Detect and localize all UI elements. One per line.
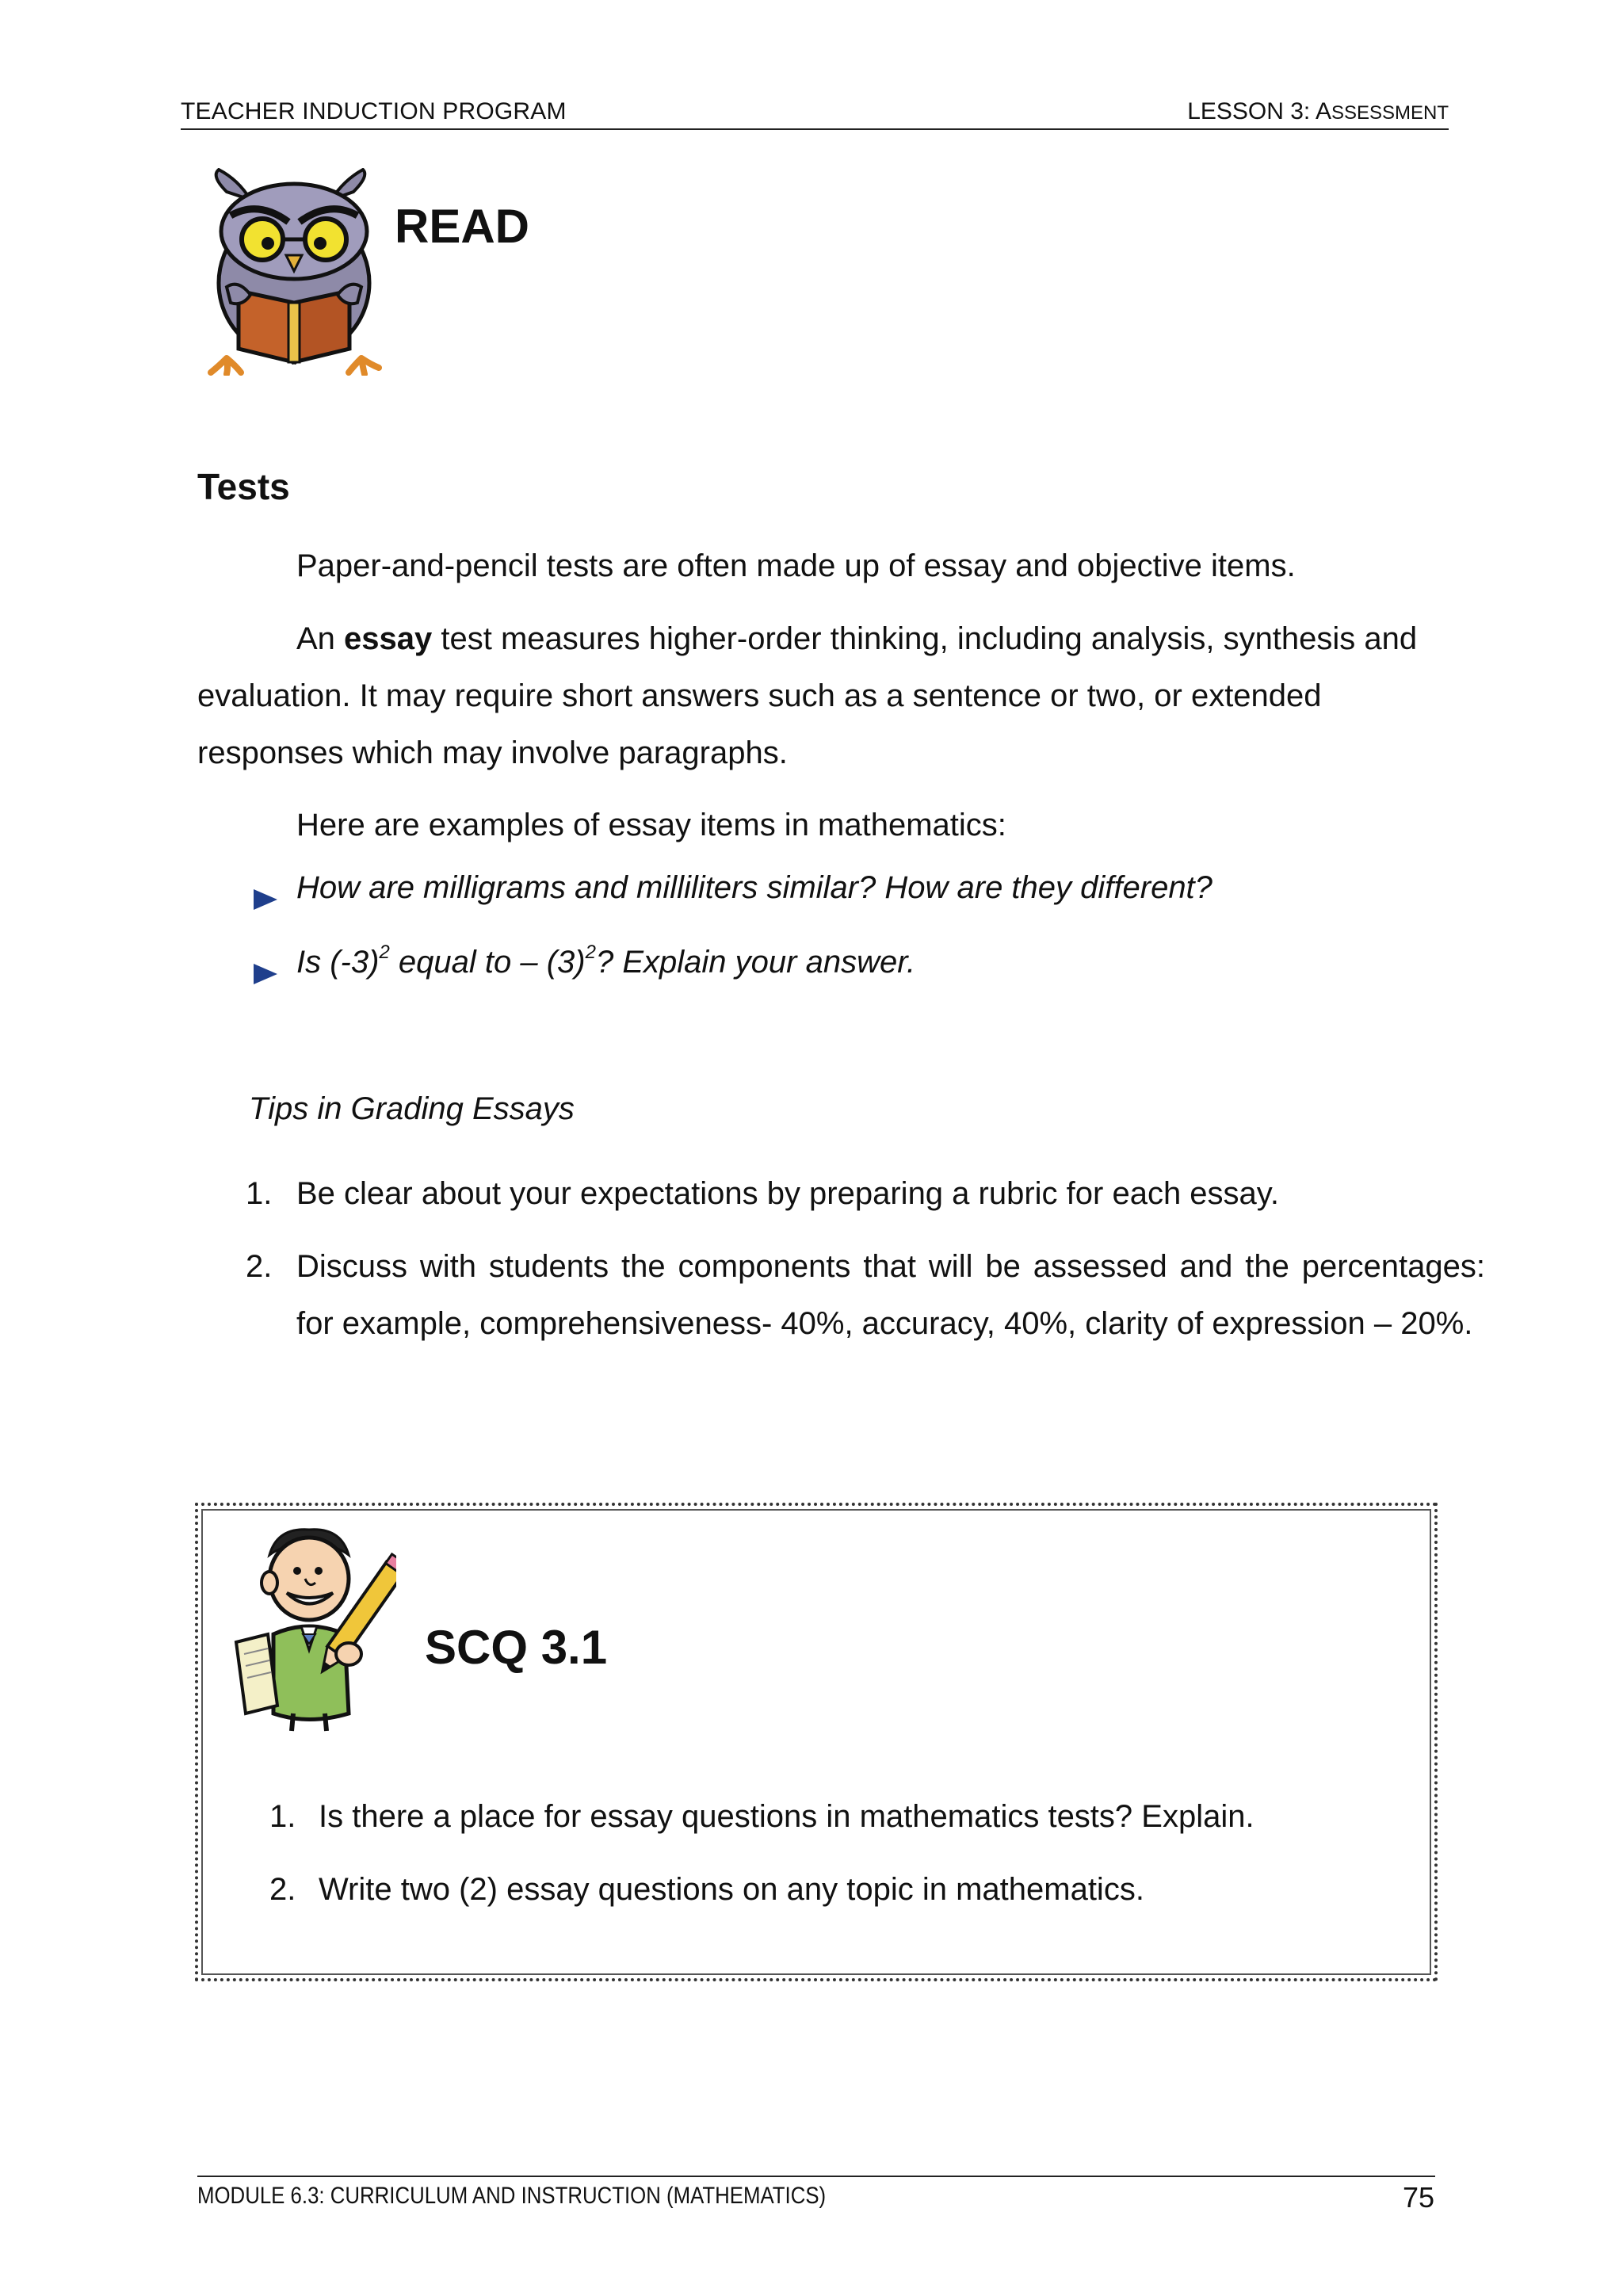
bullet-text — [296, 942, 916, 980]
footer-module-title: MODULE 6.3: CURRICULUM AND INSTRUCTION (MATHEMATICS) — [197, 2183, 827, 2209]
header-lesson-prefix: LESSON 3: A — [1187, 98, 1331, 124]
section-title: Tests — [197, 466, 290, 507]
cartoon-man-with-pencil-icon — [230, 1523, 396, 1733]
bullet-text: How are milligrams and milliliters similar? How are they different? — [296, 870, 1212, 905]
header-program-title: TEACHER INDUCTION PROGRAM — [181, 98, 567, 124]
scq-title: SCQ 3.1 — [425, 1621, 608, 1674]
paragraph-essay-rest: test measures higher-order thinking, including analysis, synthesis and evaluation. It may require short answers such as a sentence or two, or extended responses which may involve paragraphs. — [197, 621, 1418, 770]
footer-rule — [197, 2176, 1435, 2177]
scq-question-text: Is there a place for essay questions in mathematics tests? Explain. — [319, 1799, 1254, 1834]
tips-title: Tips in Grading Essays — [249, 1091, 575, 1126]
paragraph-examples-lead: Here are examples of essay items in mathematics: — [296, 808, 1006, 842]
bullet-text-part: ? Explain your answer. — [595, 945, 916, 980]
paragraph-essay-lead: An — [296, 621, 345, 656]
page-number: 75 — [1403, 2181, 1435, 2214]
tip-number: 2. — [246, 1249, 273, 1284]
tip-text: Be clear about your expectations by preparing a rubric for each essay. — [296, 1176, 1279, 1211]
header-rule — [181, 128, 1449, 130]
scq-question-number: 1. — [269, 1799, 296, 1834]
scq-question-number: 2. — [269, 1872, 296, 1907]
superscript: 2 — [379, 942, 390, 963]
superscript: 2 — [585, 942, 596, 963]
tip-text: Discuss with students the components that will be assessed and the percentages: for example, comprehensiveness- 40%, accuracy, 40%, clarity of expression – 20%. — [296, 1249, 1485, 1341]
paragraph-essay-bold: essay — [344, 621, 433, 656]
header-lesson-title — [1187, 98, 1449, 125]
read-title: READ — [395, 200, 530, 253]
header-lesson-smallcaps: SSESSMENT — [1331, 102, 1449, 124]
paragraph-essay — [197, 610, 1434, 781]
paragraph-intro: Paper-and-pencil tests are often made up of essay and objective items. — [296, 548, 1296, 583]
tip-number: 1. — [246, 1176, 273, 1211]
bullet-text-part: equal to – (3) — [389, 945, 586, 980]
triangle-bullet-icon — [254, 964, 277, 984]
owl-reading-book-icon — [195, 168, 393, 376]
triangle-bullet-icon — [254, 889, 277, 910]
bullet-text-part: Is (-3) — [296, 945, 380, 980]
scq-question-text: Write two (2) essay questions on any topic in mathematics. — [319, 1872, 1144, 1907]
